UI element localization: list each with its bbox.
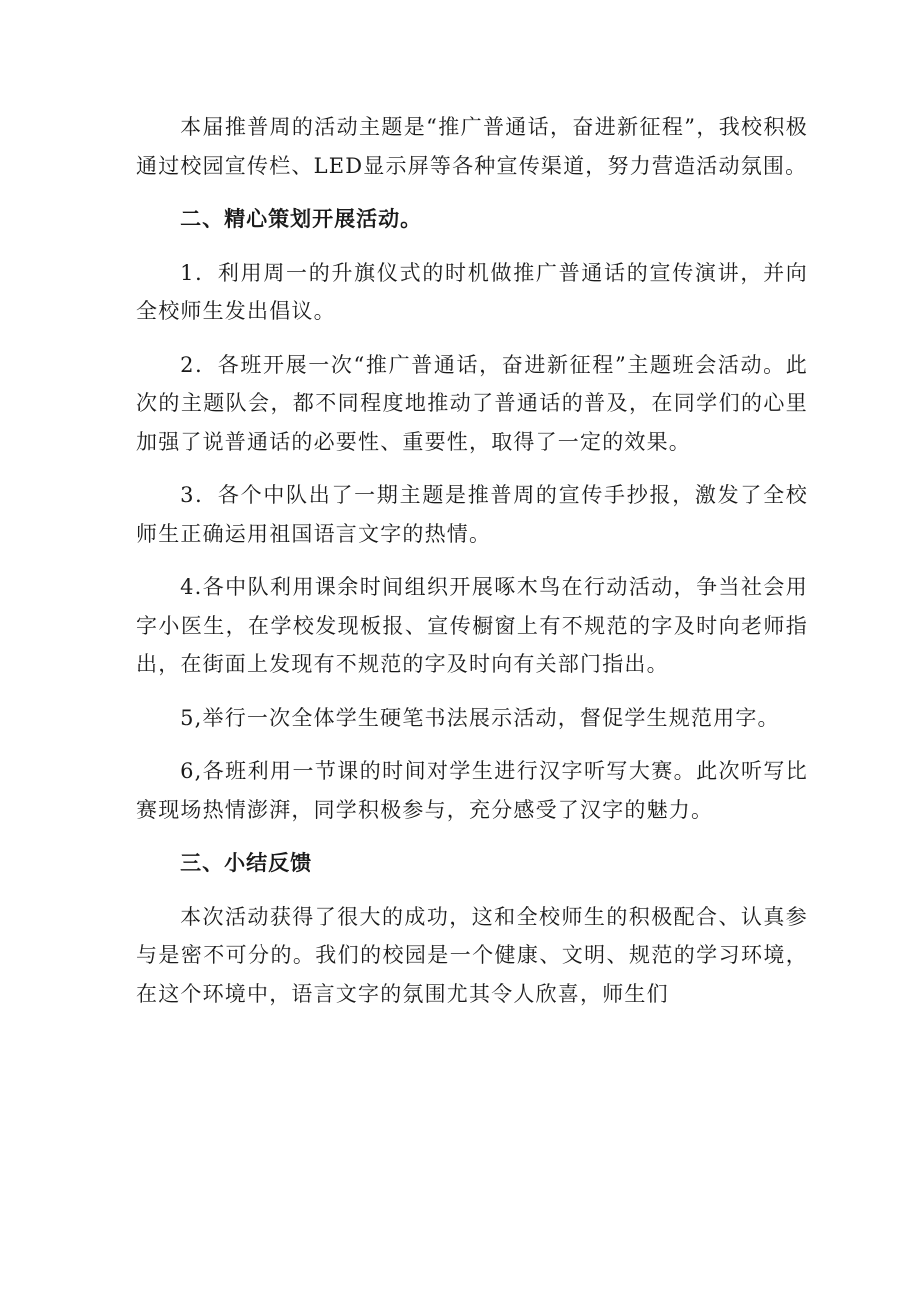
paragraph-item-2: 2．各班开展一次“推广普通话，奋进新征程”主题班会活动。此次的主题队会，都不同程度地推动了普通话的普及，在同学们的心里加强了说普通话的必要性、重要性，取得了一定的效果。 <box>136 352 808 454</box>
paragraph-summary: 本次活动获得了很大的成功，这和全校师生的积极配合、认真参与是密不可分的。我们的校园是一个健康、文明、规范的学习环境，在这个环境中，语言文字的氛围尤其令人欣喜，师生们 <box>136 904 808 1006</box>
paragraph-item-4: 4.各中队利用课余时间组织开展啄木鸟在行动活动，争当社会用字小医生，在学校发现板报、宣传橱窗上有不规范的字及时向老师指出，在街面上发现有不规范的字及时向有关部门指出。 <box>136 575 808 676</box>
section-heading-2: 二、精心策划开展活动。 <box>180 207 423 231</box>
document-body <box>136 108 808 1028</box>
section-heading-3: 三、小结反馈 <box>180 851 313 875</box>
paragraph-intro: 本届推普周的活动主题是“推广普通话，奋进新征程”，我校积极通过校园宣传栏、LED显示屏等各种宣传渠道，努力营造活动氛围。 <box>136 115 808 178</box>
paragraph-item-3: 3．各个中队出了一期主题是推普周的宣传手抄报，激发了全校师生正确运用祖国语言文字的热情。 <box>136 483 808 546</box>
paragraph-item-5: 5,举行一次全体学生硬笔书法展示活动，督促学生规范用字。 <box>180 705 780 730</box>
paragraph-item-6: 6,各班利用一节课的时间对学生进行汉字听写大赛。此次听写比赛现场热情澎湃，同学积极参与，充分感受了汉字的魅力。 <box>136 759 808 822</box>
paragraph-item-1: 1．利用周一的升旗仪式的时机做推广普通话的宣传演讲，并向全校师生发出倡议。 <box>136 260 808 323</box>
